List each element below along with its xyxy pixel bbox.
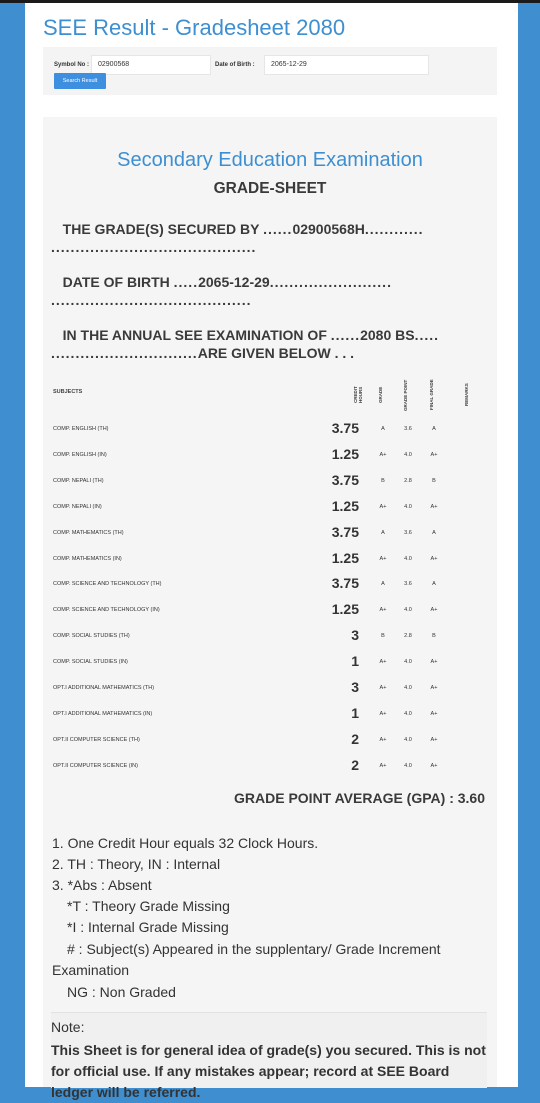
dob-input[interactable]: 2065-12-29 [264, 55, 429, 75]
subject-cell: COMP. ENGLISH (TH) [53, 426, 109, 432]
credit-hours-cell: 1.25 [331, 601, 359, 618]
table-row [53, 625, 493, 651]
search-result-button[interactable]: Search Result [54, 73, 106, 89]
credit-hours-cell: 3.75 [331, 420, 359, 436]
exam-value: 2080 BS [360, 327, 415, 343]
dob-label: Date of Birth : [215, 62, 255, 68]
table-row [53, 470, 493, 496]
subject-cell: OPT.I ADDITIONAL MATHEMATICS (IN) [53, 710, 153, 717]
credit-hours-cell: 3 [351, 627, 359, 644]
credit-hours-cell: 3.75 [331, 471, 359, 488]
note-item: 3. *Abs : Absent [52, 877, 152, 893]
credit-hours-cell: 1.25 [331, 445, 359, 462]
disclaimer-note [51, 1012, 487, 1100]
secured-by-value: 02900568H [292, 221, 365, 237]
exam-prefix: IN THE ANNUAL SEE EXAMINATION OF [62, 327, 327, 343]
table-row [53, 755, 493, 781]
page-title: SEE Result - Gradesheet 2080 [43, 15, 346, 40]
final-grade-cell: A+ [430, 451, 438, 458]
symbol-no-input[interactable]: 02900568 [91, 55, 211, 75]
final-grade-cell: A [432, 529, 436, 536]
credit-hours-cell: 3.75 [331, 575, 359, 592]
final-grade-cell: A+ [430, 607, 438, 614]
credit-hours-cell: 1.25 [331, 497, 359, 514]
table-row [53, 677, 493, 703]
grade-cell: A+ [379, 555, 387, 562]
note-item: NG : Non Graded [67, 984, 176, 1000]
result-page [25, 3, 518, 1100]
header-remarks: REMARKS [464, 383, 469, 407]
grade-cell: A [381, 529, 385, 536]
credit-hours-cell: 1 [351, 653, 359, 670]
grade-sheet [43, 117, 497, 1100]
final-grade-cell: A+ [430, 503, 438, 510]
table-row [53, 522, 493, 548]
table-row [53, 418, 493, 444]
grade-point-cell: 2.8 [404, 633, 412, 640]
table-row [53, 729, 493, 755]
final-grade-cell: A+ [430, 685, 438, 691]
exam-title: Secondary Education Examination [117, 149, 423, 171]
grade-cell: B [381, 477, 385, 484]
grade-point-cell: 4.0 [404, 659, 412, 666]
note-item: # : Subject(s) Appeared in the supplentary/ Grade Increment [67, 941, 441, 957]
final-grade-cell: A+ [430, 555, 438, 562]
final-grade-cell: B [432, 633, 436, 640]
grade-point-cell: 4.0 [404, 451, 412, 458]
table-row [53, 548, 493, 574]
credit-hours-cell: 3 [351, 679, 359, 695]
final-grade-cell: B [432, 477, 436, 484]
subject-cell: COMP. NEPALI (IN) [53, 503, 102, 510]
final-grade-cell: A+ [430, 659, 438, 666]
symbol-no-label: Symbol No : [54, 62, 90, 68]
header-final-grade: FINAL GRADE [429, 379, 434, 411]
note-item: 2. TH : Theory, IN : Internal [52, 856, 221, 872]
grade-point-cell: 4.0 [404, 710, 412, 717]
dob-prefix: DATE OF BIRTH [62, 274, 170, 290]
grade-cell: A+ [379, 607, 387, 614]
grade-point-cell: 3.6 [404, 581, 412, 588]
grade-cell: A+ [379, 685, 387, 691]
grade-point-cell: 4.0 [404, 685, 412, 691]
note-item: Examination [52, 962, 130, 978]
table-row [53, 496, 493, 522]
credit-hours-cell: 1.25 [331, 549, 359, 566]
subject-cell: COMP. SCIENCE AND TECHNOLOGY (IN) [53, 607, 160, 614]
grade-cell: A+ [379, 710, 387, 717]
subject-cell: COMP. SOCIAL STUDIES (IN) [53, 659, 128, 666]
dob-line: DATE OF BIRTH .....2065-12-29......................... ......................................... [51, 274, 392, 308]
grade-point-cell: 3.6 [404, 426, 412, 432]
subject-cell: COMP. MATHEMATICS (IN) [53, 555, 122, 562]
grade-point-cell: 4.0 [404, 503, 412, 510]
note-item: 1. One Credit Hour equals 32 Clock Hours. [52, 835, 319, 851]
final-grade-cell: A [432, 426, 436, 432]
grade-point-cell: 4.0 [404, 736, 412, 743]
gpa-summary: GRADE POINT AVERAGE (GPA) : 3.60 [234, 790, 485, 806]
search-form [43, 47, 497, 95]
credit-hours-cell: 3.75 [331, 523, 359, 540]
note-text: This Sheet is for general idea of grade(s) you secured. This is not for official use. If any mistakes appear; record at SEE Board ledger will be referred. [51, 1042, 486, 1100]
grade-point-cell: 4.0 [404, 555, 412, 562]
grade-cell: A+ [379, 736, 387, 743]
header-grade-point: GRADE POINT [403, 379, 408, 411]
grade-point-cell: 4.0 [404, 762, 412, 769]
subject-cell: COMP. SCIENCE AND TECHNOLOGY (TH) [53, 581, 162, 588]
sheet-title: GRADE-SHEET [213, 180, 327, 197]
grade-cell: B [381, 633, 385, 640]
grade-cell: A+ [379, 659, 387, 666]
subject-cell: COMP. ENGLISH (IN) [53, 451, 107, 458]
subject-cell: OPT.II COMPUTER SCIENCE (TH) [53, 736, 140, 743]
grade-cell: A [381, 581, 385, 588]
note-item: *T : Theory Grade Missing [67, 898, 230, 914]
grade-cell: A+ [379, 451, 387, 458]
credit-hours-cell: 2 [351, 730, 359, 747]
secured-by-line: THE GRADE(S) SECURED BY ......02900568H............ .......................................... [51, 221, 424, 255]
final-grade-cell: A [432, 581, 436, 588]
grade-cell: A+ [379, 762, 387, 769]
final-grade-cell: A+ [430, 710, 438, 717]
subject-cell: OPT.II COMPUTER SCIENCE (IN) [53, 762, 138, 769]
header-grade: GRADE [378, 386, 383, 404]
header-subjects: SUBJECTS [53, 389, 83, 395]
header-credit-hours: CREDIT HOURS [353, 386, 363, 404]
grade-point-cell: 3.6 [404, 529, 412, 536]
grade-cell: A+ [379, 503, 387, 510]
dob-value: 2065-12-29 [198, 274, 270, 290]
exam-line: IN THE ANNUAL SEE EXAMINATION OF ......2080 BS..... ..............................ARE GIVEN BELOW . . . [51, 327, 440, 361]
subject-cell: COMP. NEPALI (TH) [53, 477, 104, 484]
grade-cell: A [381, 426, 385, 432]
subject-cell: COMP. SOCIAL STUDIES (TH) [53, 633, 130, 640]
table-row [53, 573, 493, 599]
note-title: Note: [51, 1019, 85, 1035]
note-item: *I : Internal Grade Missing [67, 919, 229, 935]
final-grade-cell: A+ [430, 762, 438, 769]
grade-point-cell: 2.8 [404, 477, 412, 484]
table-row [53, 651, 493, 677]
table-row [53, 444, 493, 470]
table-row [53, 599, 493, 625]
subject-cell: COMP. MATHEMATICS (TH) [53, 529, 124, 536]
subject-cell: OPT.I ADDITIONAL MATHEMATICS (TH) [53, 685, 155, 691]
grade-point-cell: 4.0 [404, 607, 412, 614]
secured-by-prefix: THE GRADE(S) SECURED BY [62, 221, 260, 237]
table-row [53, 703, 493, 729]
credit-hours-cell: 1 [351, 704, 359, 721]
credit-hours-cell: 2 [351, 756, 359, 773]
exam-suffix: ARE GIVEN BELOW . . . [197, 345, 355, 361]
final-grade-cell: A+ [430, 736, 438, 743]
